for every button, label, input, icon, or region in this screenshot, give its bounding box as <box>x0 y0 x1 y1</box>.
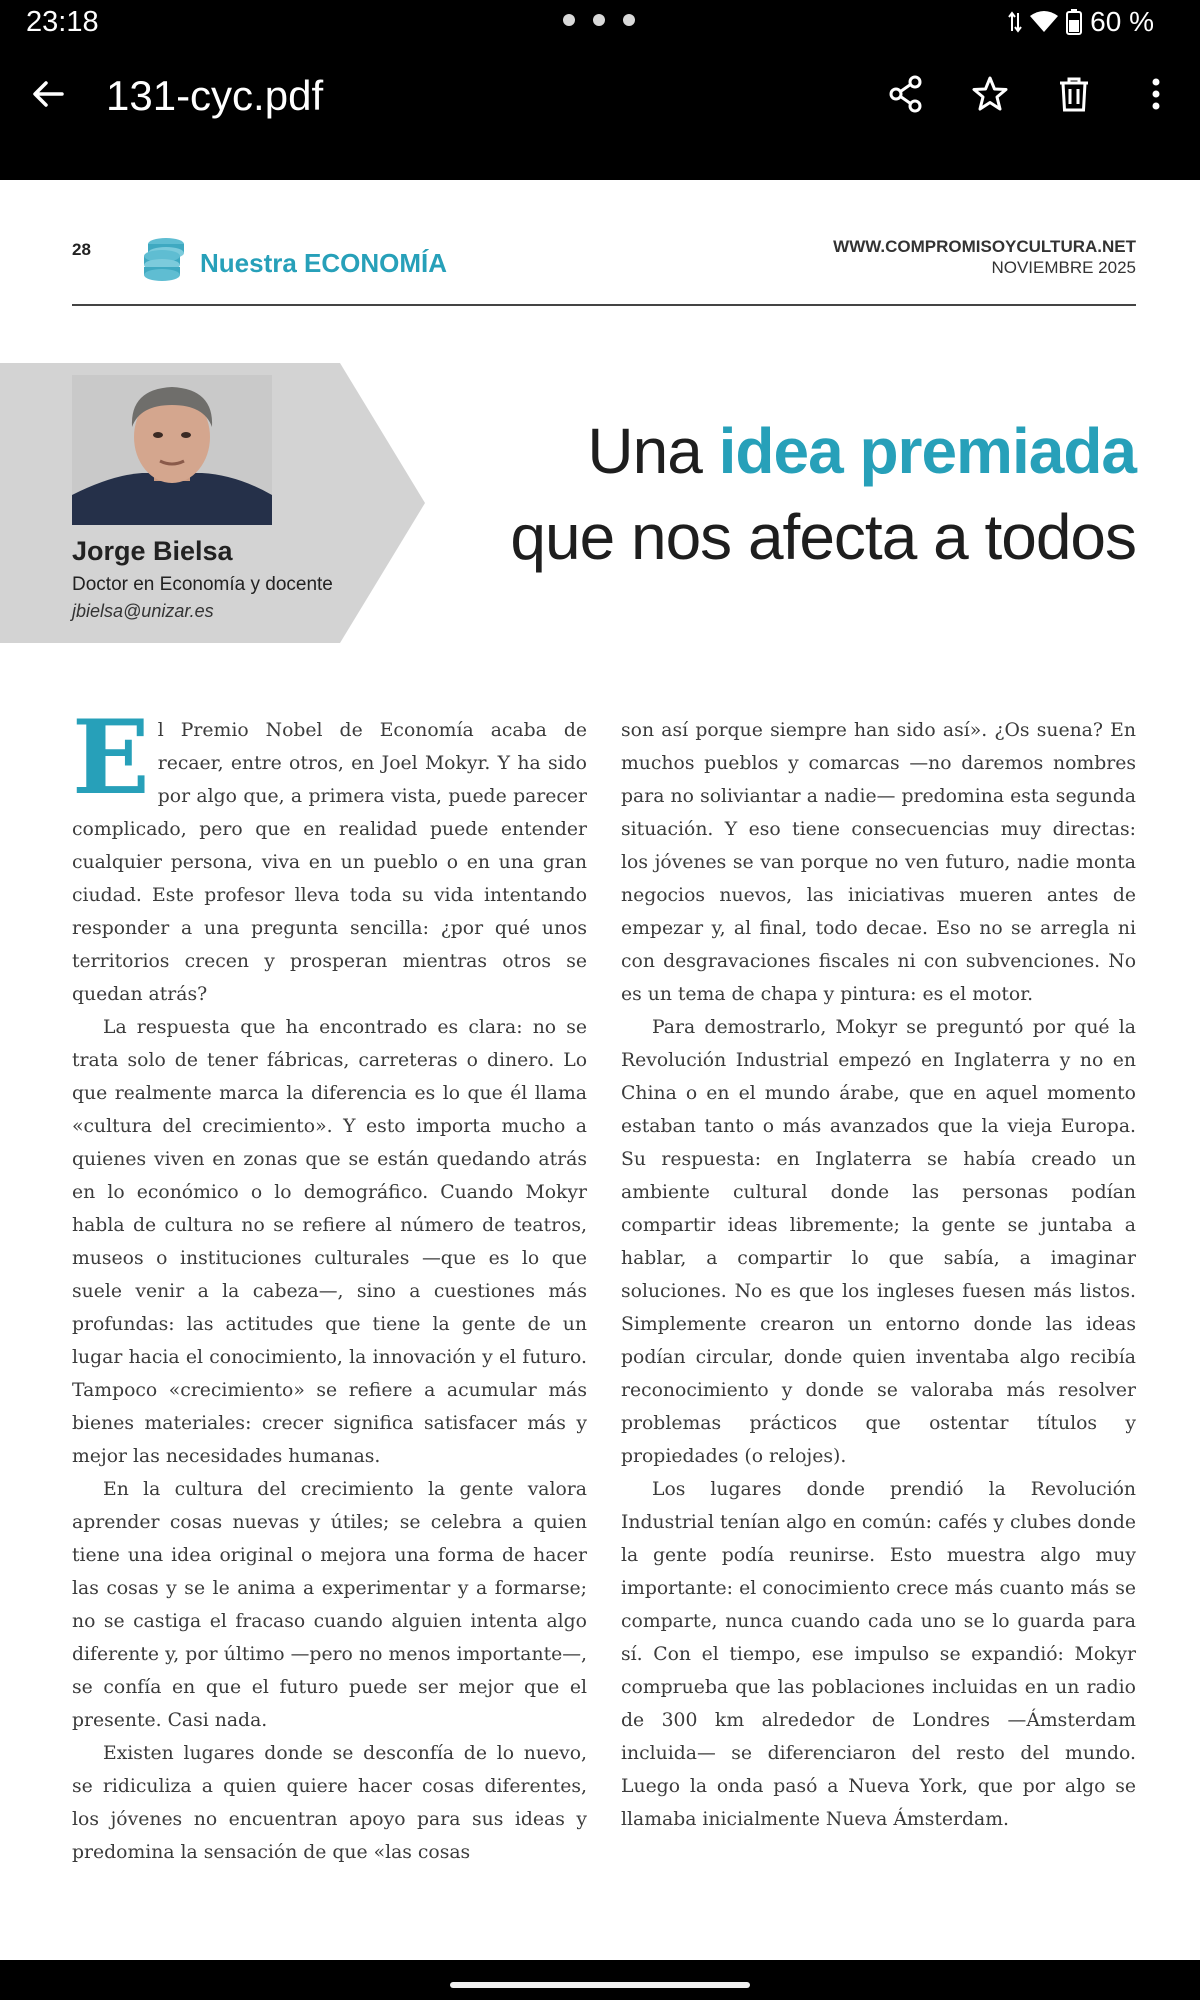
article-paragraph: son así porque siempre han sido así». ¿Os suena? En muchos pueblos y comarcas —no daremos nombres para no soliviantar a nadie— predomina esta segunda situación. Y eso tiene consecuencias muy directas: los jóvenes se van porque no ven futuro, nadie monta negocios nuevos, las iniciativas mueren antes de empezar y, al final, todo decae. Eso no se arregla ni con desgravaciones fiscales ni con subvenciones. No es un tema de chapa y pintura: es el motor. <box>621 720 1136 1005</box>
article-paragraph: Los lugares donde prendió la Revolución Industrial tenían algo en común: cafés y clubes donde la gente podía reunirse. Esto muestra algo muy importante: el conocimiento crece más cuanto más se comparte, nunca cuando cada uno se lo guarda para sí. Con el tiempo, ese impulso se expandió: Mokyr comprueba que las poblaciones incluidas en un radio de 300 km alrededor de Londres —Ámsterdam incluida— se diferenciaron del resto del mundo. Luego la onda pasó a Nueva York, que por algo se llamaba inicialmente Nueva Ámsterdam. <box>621 1479 1136 1830</box>
article-paragraph: En la cultura del crecimiento la gente valora aprender cosas nuevas y útiles; se celebra a quien tiene una idea original o mejora una forma de hacer las cosas y se le anima a experimentar y a formarse; no se castiga el fracaso cuando alguien intenta algo diferente y, por último —pero no menos importante—, se confía en que el futuro puede ser mejor que el presente. Casi nada. <box>72 1479 587 1731</box>
author-photo <box>72 375 272 525</box>
website-url: WWW.COMPROMISOYCULTURA.NET <box>833 237 1136 256</box>
article-paragraph: La respuesta que ha encontrado es clara: no se trata solo de tener fábricas, carreteras o dinero. Lo que realmente marca la diferencia es lo que él llama «cultura del crecimiento». Y esto importa mucho a quienes viven en zonas que se están quedando atrás en lo económico o lo demográfico. Cuando Mokyr habla de cultura no se refiere al número de teatros, museos o instituciones culturales —que es lo que suele venir a la cabeza—, sino a cuestiones más profundas: las actitudes que tiene la gente de un lugar hacia el conocimiento, la innovación y el futuro. Tampoco «crecimiento» se refiere a acumular más bienes materiales: crecer significa satisfacer más y mejor las necesidades humanas. <box>72 1017 587 1467</box>
star-icon[interactable] <box>970 74 1010 114</box>
navigation-bar <box>0 1960 1200 2000</box>
signal-arrows-icon <box>1008 11 1022 33</box>
section-title <box>200 248 447 279</box>
share-icon[interactable] <box>886 74 926 114</box>
masthead-info <box>833 236 1136 278</box>
app-bar <box>0 44 1200 180</box>
coins-icon <box>140 236 188 282</box>
more-vert-icon[interactable] <box>1136 74 1176 114</box>
notification-dots-icon <box>563 14 635 26</box>
paragraph-text: l Premio Nobel de Economía acaba de recaer, entre otros, en Joel Mokyr. Y ha sido por algo que, a primera vista, puede parecer complicado, pero que en realidad puede entender cualquier persona, viva en un pueblo o en una gran ciudad. Este profesor lleva toda su vida intentando responder a una pregunta sencilla: ¿por qué unos territorios crecen y prosperan mientras otros se quedan atrás? <box>72 720 587 1005</box>
article-paragraph <box>72 698 587 1011</box>
author-name: Jorge Bielsa <box>72 536 233 566</box>
page-number: 28 <box>72 240 91 259</box>
author-email[interactable]: jbielsa@unizar.es <box>72 601 214 621</box>
status-right <box>1008 6 1154 38</box>
section-prefix: Nuestra <box>200 248 305 278</box>
author-role: Doctor en Economía y docente <box>72 574 333 595</box>
wifi-icon <box>1030 10 1058 34</box>
headline-line2: que nos afecta a todos <box>510 501 1136 573</box>
pdf-page[interactable] <box>0 180 1200 1960</box>
battery-percent: 60 % <box>1090 6 1154 37</box>
headline-part1: Una <box>587 415 719 487</box>
article-paragraph: Para demostrarlo, Mokyr se preguntó por qué la Revolución Industrial empezó en Inglaterra y no en China o en el mundo árabe, que en aquel momento estaban tanto o más avanzados que la vieja Europa. Su respuesta: en Inglaterra se había creado un ambiente cultural donde las personas podían compartir ideas libremente; la gente se juntaba a hablar, a compartir lo que sabía, a imaginar soluciones. No es que los ingleses fuesen más listos. Simplemente crearon un entorno donde las ideas podían circular, donde quien inventaba algo recibía reconocimiento y donde se valoraba más resolver problemas prácticos que ostentar títulos y propiedades (o relojes). <box>621 1017 1136 1467</box>
status-bar <box>0 0 1200 44</box>
drop-cap: E <box>72 698 150 818</box>
battery-icon <box>1066 9 1082 35</box>
article-column-1 <box>72 698 587 1869</box>
gesture-handle[interactable] <box>450 1982 750 1988</box>
status-time: 23:18 <box>26 6 99 38</box>
issue-date: NOVIEMBRE 2025 <box>991 258 1136 277</box>
article-column-2 <box>621 714 1136 1836</box>
article-headline <box>510 408 1136 580</box>
header-divider <box>72 304 1136 306</box>
document-title: 131-cyc.pdf <box>106 72 324 119</box>
article-paragraph: Existen lugares donde se desconfía de lo nuevo, se ridiculiza a quien quiere hacer cosas diferentes, los jóvenes no encuentran apoyo para sus ideas y predomina la sensación de que «las cosas <box>72 1743 587 1863</box>
headline-highlight: idea premiada <box>718 415 1136 487</box>
section-name: ECONOMÍA <box>304 248 448 278</box>
delete-icon[interactable] <box>1054 74 1094 114</box>
back-icon[interactable] <box>28 74 68 114</box>
